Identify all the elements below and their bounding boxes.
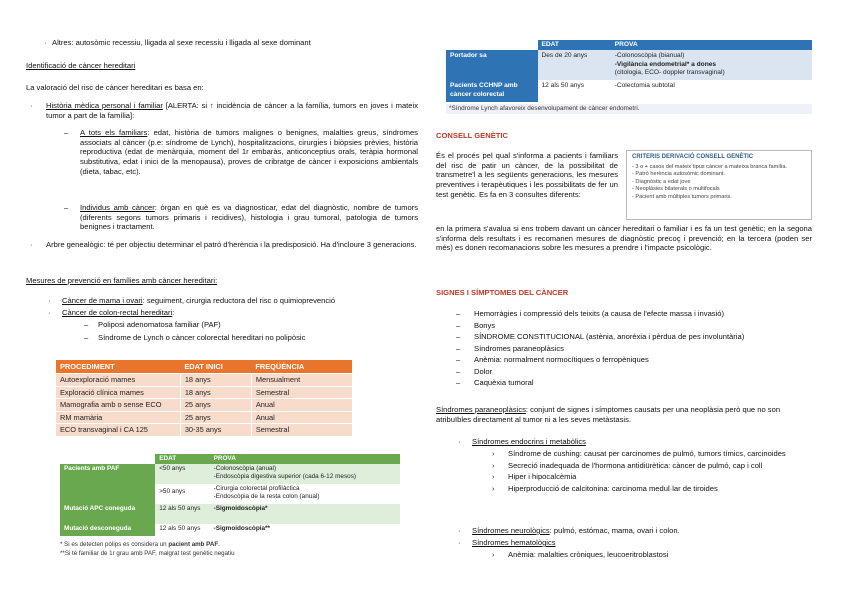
table-cell: Anual <box>251 399 352 411</box>
table-cell: 12 als 50 anys <box>155 504 209 524</box>
table-cell: -Sigmoidoscòpia* <box>210 504 400 524</box>
list-item: – Caquèxia tumoral <box>456 378 534 387</box>
lynch-table <box>446 40 812 102</box>
row-label: Pacients CCHNP amb càncer colorectal <box>446 80 538 102</box>
prova-line: -Colonoscòpia (bianual) <box>614 52 685 60</box>
bullet-dot: · <box>30 240 33 249</box>
historia-paragraph <box>30 101 419 120</box>
criteria-item: - Neoplàsies bilaterals o multifocals <box>632 186 720 193</box>
tots-text: : edat, història de tumors malignes o benignes, malalties greus, síndromes associats al càncer (p.e: síndrome de Lynch), hospitalitzacions, cirurgies i biòpsies prèvies, història reproductiva (edat de menàrquia, moment del 1r embaràs, anticonceptius orals, teràpia hormonal substitutiva, edat i inici de la menopausa), proves de cribratge de càncer i exposicions ambientals (dieta, tabac, etc). <box>80 128 418 176</box>
table-cell <box>611 50 812 80</box>
dash: – <box>64 128 69 137</box>
prova-line: -Vigilància endometrial* a dones <box>614 60 717 68</box>
bullet-dot: · <box>458 526 461 535</box>
mesures-heading: Mesures de prevenció en famílies amb càncer hereditari: <box>26 276 218 285</box>
dash: – <box>84 333 89 342</box>
bullet-dot: · <box>30 101 33 110</box>
table-row <box>56 399 352 411</box>
signes-title: SIGNES I SÍMPTOMES DEL CÀNCER <box>436 288 569 297</box>
endocrins-title: · Síndromes endocrins i metabòlics <box>458 437 586 446</box>
colon-item: – Síndrome de Lynch o càncer colorectal hereditari no polipòsic <box>84 333 306 342</box>
dash: – <box>456 366 461 376</box>
consell-text-narrow: És el procés pel qual s'informa a pacients i familiars del risc de patir un càncer, de la possibilitat de transmetre'l a les següents generacions, les mesures preventives i terapèutiques i les possibilitats de fer un test genètic. Es fa en 3 consultes diferents: <box>436 151 618 199</box>
table-cell <box>210 484 400 504</box>
table-row <box>60 504 400 524</box>
row-label <box>60 484 155 504</box>
identificacio-heading: Identificació de càncer hereditari <box>26 61 136 70</box>
table-cell: Des de 20 anys <box>538 50 611 80</box>
colon-line: · Càncer de colon-rectal hereditari: <box>48 308 175 317</box>
bullet-dot: · <box>48 308 51 317</box>
arrow-icon: › <box>492 472 495 482</box>
table-cell: 12 als 50 anys <box>155 524 209 536</box>
historia-title: Història mèdica personal i familiar <box>46 101 163 110</box>
table-cell: -Sigmoidoscòpia** <box>210 524 400 536</box>
criteria-item: - Pacient amb múltiples tumors primaris. <box>632 193 732 200</box>
table-cell: 25 anys <box>180 399 251 411</box>
mama-title: Càncer de mama i ovari <box>62 296 143 305</box>
tots-paragraph <box>64 128 418 177</box>
table-cell: 18 anys <box>180 374 251 386</box>
prova-line: -Endoscòpia de la resta colon (anual) <box>213 493 320 501</box>
prova-line: -Colonoscòpia (anual) <box>213 465 277 473</box>
neuro-line: · Síndromes neurològics: pulmó, estómac, mama, ovari i colon. <box>458 526 680 535</box>
table-cell: 30-35 anys <box>180 424 251 436</box>
table-row <box>56 424 352 436</box>
list-item: – Síndromes paraneoplàsics <box>456 343 564 353</box>
dash: – <box>456 309 461 318</box>
list-item: › Síndrome de cushing: causat per carcinomes de pulmó, tumors tímics, carcinoides <box>492 449 786 458</box>
table-cell: Autoexploració mames <box>56 374 180 386</box>
dash: – <box>84 320 89 329</box>
list-item: › Secreció inadequada de l'hormona antidiürètica: càncer de pulmó, cap i coll <box>492 460 763 470</box>
prova-line: -Endoscòpia digestiva superior (cada 6-12 mesos) <box>213 473 357 481</box>
table-cell: Mamografia amb o sense ECO <box>56 399 180 411</box>
dash: – <box>456 343 461 353</box>
dash: – <box>456 332 461 341</box>
table-row <box>60 464 400 484</box>
table-cell: Semestral <box>251 424 352 436</box>
list-item: – Hemorràgies i compressió dels teixits (a causa de l'efecte massa i invasió) <box>456 309 725 318</box>
paf-note-2: **Si té familiar de 1r grau amb PAF, malgrat test genètic negatiu <box>60 550 235 557</box>
table-row <box>60 484 400 504</box>
prova-line: -Cirurgia colorectal profilàctica <box>213 485 300 493</box>
individus-title: Individus amb càncer <box>80 203 155 212</box>
table-row <box>60 524 400 536</box>
paf-table <box>60 454 400 536</box>
bullet-dot: · <box>458 538 461 547</box>
lynch-note: *Síndrome Lynch afavoreix desenvolupament de càncer endometri. <box>446 104 812 114</box>
endocrins-list <box>492 449 812 494</box>
procediment-table <box>56 360 352 436</box>
criteria-item: - 3 o + casos del mateix tipus càncer a mateixa branca família. <box>632 163 787 170</box>
list-item: – Bonys <box>456 320 496 330</box>
arrow-icon: › <box>492 460 495 470</box>
sindromes-title: Síndromes paraneoplàsics <box>436 405 526 414</box>
criteria-item: - Patró herència autosòmic dominant. <box>632 171 725 178</box>
row-label: Pacients amb PAF <box>60 464 155 484</box>
dash: – <box>456 378 461 387</box>
table-cell: 18 anys <box>180 386 251 398</box>
signes-list <box>456 309 814 390</box>
arrow-icon: › <box>492 484 495 494</box>
table-row <box>56 411 352 423</box>
table-cell: <50 anys <box>155 464 209 484</box>
dash: – <box>456 355 461 364</box>
table-cell: Semestral <box>251 386 352 398</box>
list-item: – Dolor <box>456 366 493 376</box>
table-cell: 12 als 50 anys <box>541 82 585 90</box>
bullet-dot: · <box>48 296 51 305</box>
table-cell: Mensualment <box>251 374 352 386</box>
dash: – <box>64 203 69 212</box>
row-label: Mutació desconeguda <box>60 524 155 536</box>
historia-text: [ALERTA: si ↑ incidència de càncer a la família, tumors en joves i mateix tumor a part de la família]: <box>46 101 419 120</box>
individus-text: : òrgan en què es va diagnosticar, edat del diagnòstic, nombre de tumors (diferents segons tumors primaris i recidives), histologia i grau tumoral, patologia de tumors benignes i tractament. <box>80 203 419 232</box>
bullet-dot: · <box>458 437 461 446</box>
table-cell: Anual <box>251 411 352 423</box>
mama-line: · Càncer de mama i ovari: seguiment, cirurgia reductora del risc o quimioprevenció <box>48 296 336 305</box>
list-item: – Anèmia: normalment normocítiques o ferropèniques <box>456 355 649 364</box>
list-item: – SÍNDROME CONSTITUCIONAL (astènia, anorèxia i pèrdua de pes involuntària) <box>456 332 745 341</box>
table-header: EDAT <box>538 40 611 50</box>
arrow-icon: › <box>492 550 495 559</box>
list-item: › Anèmia: malalties cròniques, leucoeritroblastosi <box>492 550 669 559</box>
prova-line: (citologia, ECO- doppler transvaginal) <box>614 69 725 77</box>
row-label: Mutació APC coneguda <box>60 504 155 524</box>
list-item: › Hiperproducció de calcitonina: carcinoma medul·lar de tiroides <box>492 484 718 494</box>
table-row <box>56 386 352 398</box>
list-item: › Hiper i hipocalcèmia <box>492 472 577 482</box>
table-cell: Exploració clínica mames <box>56 386 180 398</box>
table-header: FREQÜÈNCIA <box>251 360 352 374</box>
row-label: Portador sa <box>446 50 538 80</box>
dash: – <box>456 320 461 330</box>
sindromes-paragraph: Síndromes paraneoplàsics: conjunt de signes i símptomes causats per una neoplàsia però que no son atribuïbles directament al tumor ni a les seves metàstasis. <box>436 405 781 424</box>
tots-title: A tots els familiars <box>80 128 148 137</box>
hemato-title: · Síndromes hematològics <box>458 538 556 547</box>
bullet-dot: · <box>44 38 47 47</box>
consell-text-wide: en la primera s'avalua si ens trobem davant un càncer hereditari o familiar i es fa un test genètic; en la segona s'informa dels resultats i es recomanen mesures de diagnòstic precoç i prevenció; en la tercera (poden ser més) es donen recomanacions sobre les mesures a prendre i l'impacte psicològic. <box>436 224 812 253</box>
table-row <box>56 374 352 386</box>
table-cell <box>210 464 400 484</box>
altres-line: · Altres: autosòmic recessiu, lligada al sexe recessiu i lligada al sexe dominant <box>44 38 311 47</box>
colon-title: Càncer de colon-rectal hereditari <box>62 308 173 317</box>
arrow-icon: › <box>492 449 495 458</box>
table-row <box>446 50 812 80</box>
table-header: PROCEDIMENT <box>56 360 180 374</box>
valoracio-line: La valoració del risc de càncer hereditari es basa en: <box>26 83 204 92</box>
table-row <box>446 80 812 102</box>
table-header: EDAT INICI <box>180 360 251 374</box>
arbre-paragraph: · Arbre genealògic: té per objectiu determinar el patró d'herència i la predisposició. Ha d'incloure 3 generacions. <box>30 240 417 249</box>
paf-note-1: * Si es detecten pòlips es considera un pacient amb PAF. <box>60 541 220 548</box>
table-header: PROVA <box>611 40 812 50</box>
criteria-item: - Diagnòstic a edat jove <box>632 178 691 185</box>
colon-item: – Poliposi adenomatosa familiar (PAF) <box>84 320 221 329</box>
table-header: EDAT <box>155 454 209 464</box>
table-cell: 25 anys <box>180 411 251 423</box>
table-cell: ECO transvaginal i CA 125 <box>56 424 180 436</box>
table-cell: >50 anys <box>155 484 209 504</box>
table-cell: -Colectomia subtotal <box>614 82 675 90</box>
individus-paragraph <box>64 203 419 232</box>
criteria-title: CRITERIS DERIVACIÓ CONSELL GENÈTIC <box>632 154 754 160</box>
table-header: PROVA <box>210 454 400 464</box>
consell-title: CONSELL GENÈTIC <box>436 131 509 140</box>
table-cell: RM mamària <box>56 411 180 423</box>
criteria-box <box>626 150 812 220</box>
hemato-list <box>492 550 812 560</box>
